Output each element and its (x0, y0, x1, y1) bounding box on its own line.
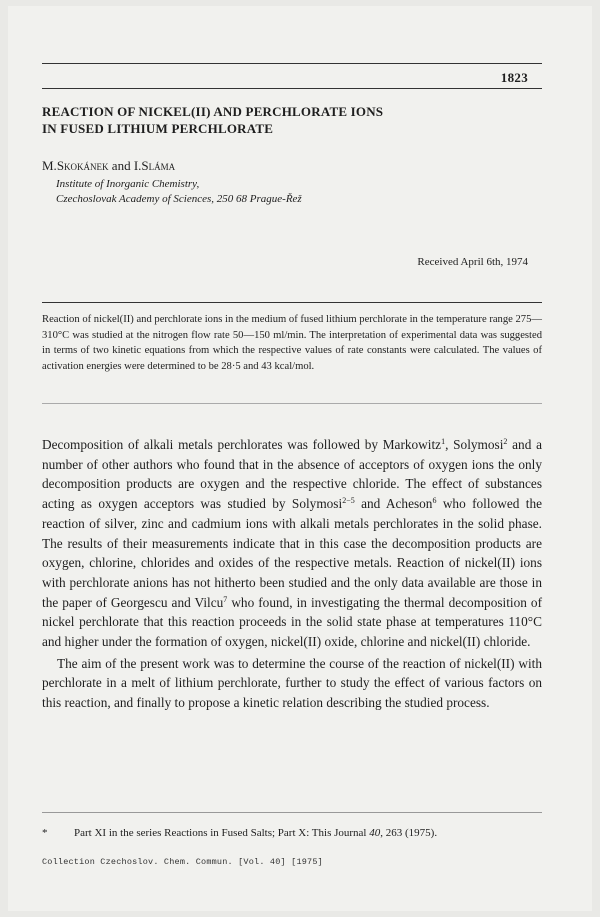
journal-footer: Collection Czechoslov. Chem. Commun. [Vol. 40] [1975] (42, 857, 323, 867)
journal-page (8, 6, 592, 911)
citation-ref: 1 (441, 437, 446, 446)
affiliation-line-2: Czechoslovak Academy of Sciences, 250 68 Prague-Řež (56, 193, 302, 205)
author-conjunction: and (108, 158, 134, 173)
citation-ref: 6 (432, 496, 437, 506)
abstract-rule-bottom (42, 403, 542, 404)
footnote: * Part XI in the series Reactions in Fused Salts; Part X: This Journal 40, 263 (1975). (42, 827, 438, 839)
affiliation (56, 177, 302, 207)
article-title (42, 103, 542, 137)
footnote-mark: * (42, 827, 48, 839)
author-2-initial: I. (133, 158, 142, 173)
citation-ref: 2 (503, 437, 508, 446)
author-2-surname: Sláma (141, 158, 176, 173)
footnote-rule (42, 812, 542, 813)
page-number: 1823 (500, 70, 528, 85)
citation-ref: 2−5 (342, 496, 355, 506)
author-1-surname: Skokánek (56, 158, 109, 173)
paragraph-2: The aim of the present work was to determine the course of the reaction of nickel(II) with perchlorate in a melt of lithium perchlorate, further to study the effect of various factors on this reaction, and finally to propose a kinetic relation describing the studied process. (42, 655, 542, 711)
paragraph-1: Decomposition of alkali metals perchlorates was followed by Markowitz$^1$, Solymosi$^2$ and a number of other authors who found that in the absence of acceptors of oxygen ions the only decomposition products are oxygen and the respective chloride. The effect of substances acting as oxygen acceptors was studied by Solymosi$^{2-5}$ and Acheson$^6$ who followed the reaction of silver, zinc and cadmium ions with alkali metals perchlorates in the solid phase. The results of their measurements indicate that in this case the decomposition products are oxygen, chlorine, chlorides and oxides of the respective metals. Reaction of nickel(II) ions with perchlorate anions has not hitherto been studied and the only data available are those in the paper of Georgescu and Vilcu$^7$ who found, in investigating the thermal decomposition of nickel perchlorate that this reaction proceeds in the solid state phase at temperatures 110°C and higher under the formation of oxygen, nickel(II) oxide, chlorine and nickel(II) chloride. (42, 437, 542, 650)
body-text (42, 435, 542, 713)
header-rule-bottom (42, 88, 542, 89)
affiliation-line-1: Institute of Inorganic Chemistry, (56, 178, 200, 190)
authors (42, 158, 175, 174)
author-1-initial: M. (42, 158, 57, 173)
title-line-2: IN FUSED LITHIUM PERCHLORATE (42, 121, 274, 136)
footnote-volume: 40 (369, 827, 381, 839)
abstract-rule-top (42, 302, 542, 303)
header-rule-top (42, 63, 542, 64)
received-date: Received April 6th, 1974 (417, 256, 528, 268)
title-line-1: REACTION OF NICKEL(II) AND PERCHLORATE IONS (42, 104, 384, 119)
abstract: Reaction of nickel(II) and perchlorate ions in the medium of fused lithium perchlorate in the temperature range 275—310°C was studied at the nitrogen flow rate 50—150 ml/min. The interpretation of experimental data was suggested in terms of two kinetic equations from which the respective values of rate constants were calculated. The values of activation energies were determined to be 28·5 and 43 kcal/mol. (42, 314, 542, 372)
citation-ref: 7 (223, 594, 228, 604)
